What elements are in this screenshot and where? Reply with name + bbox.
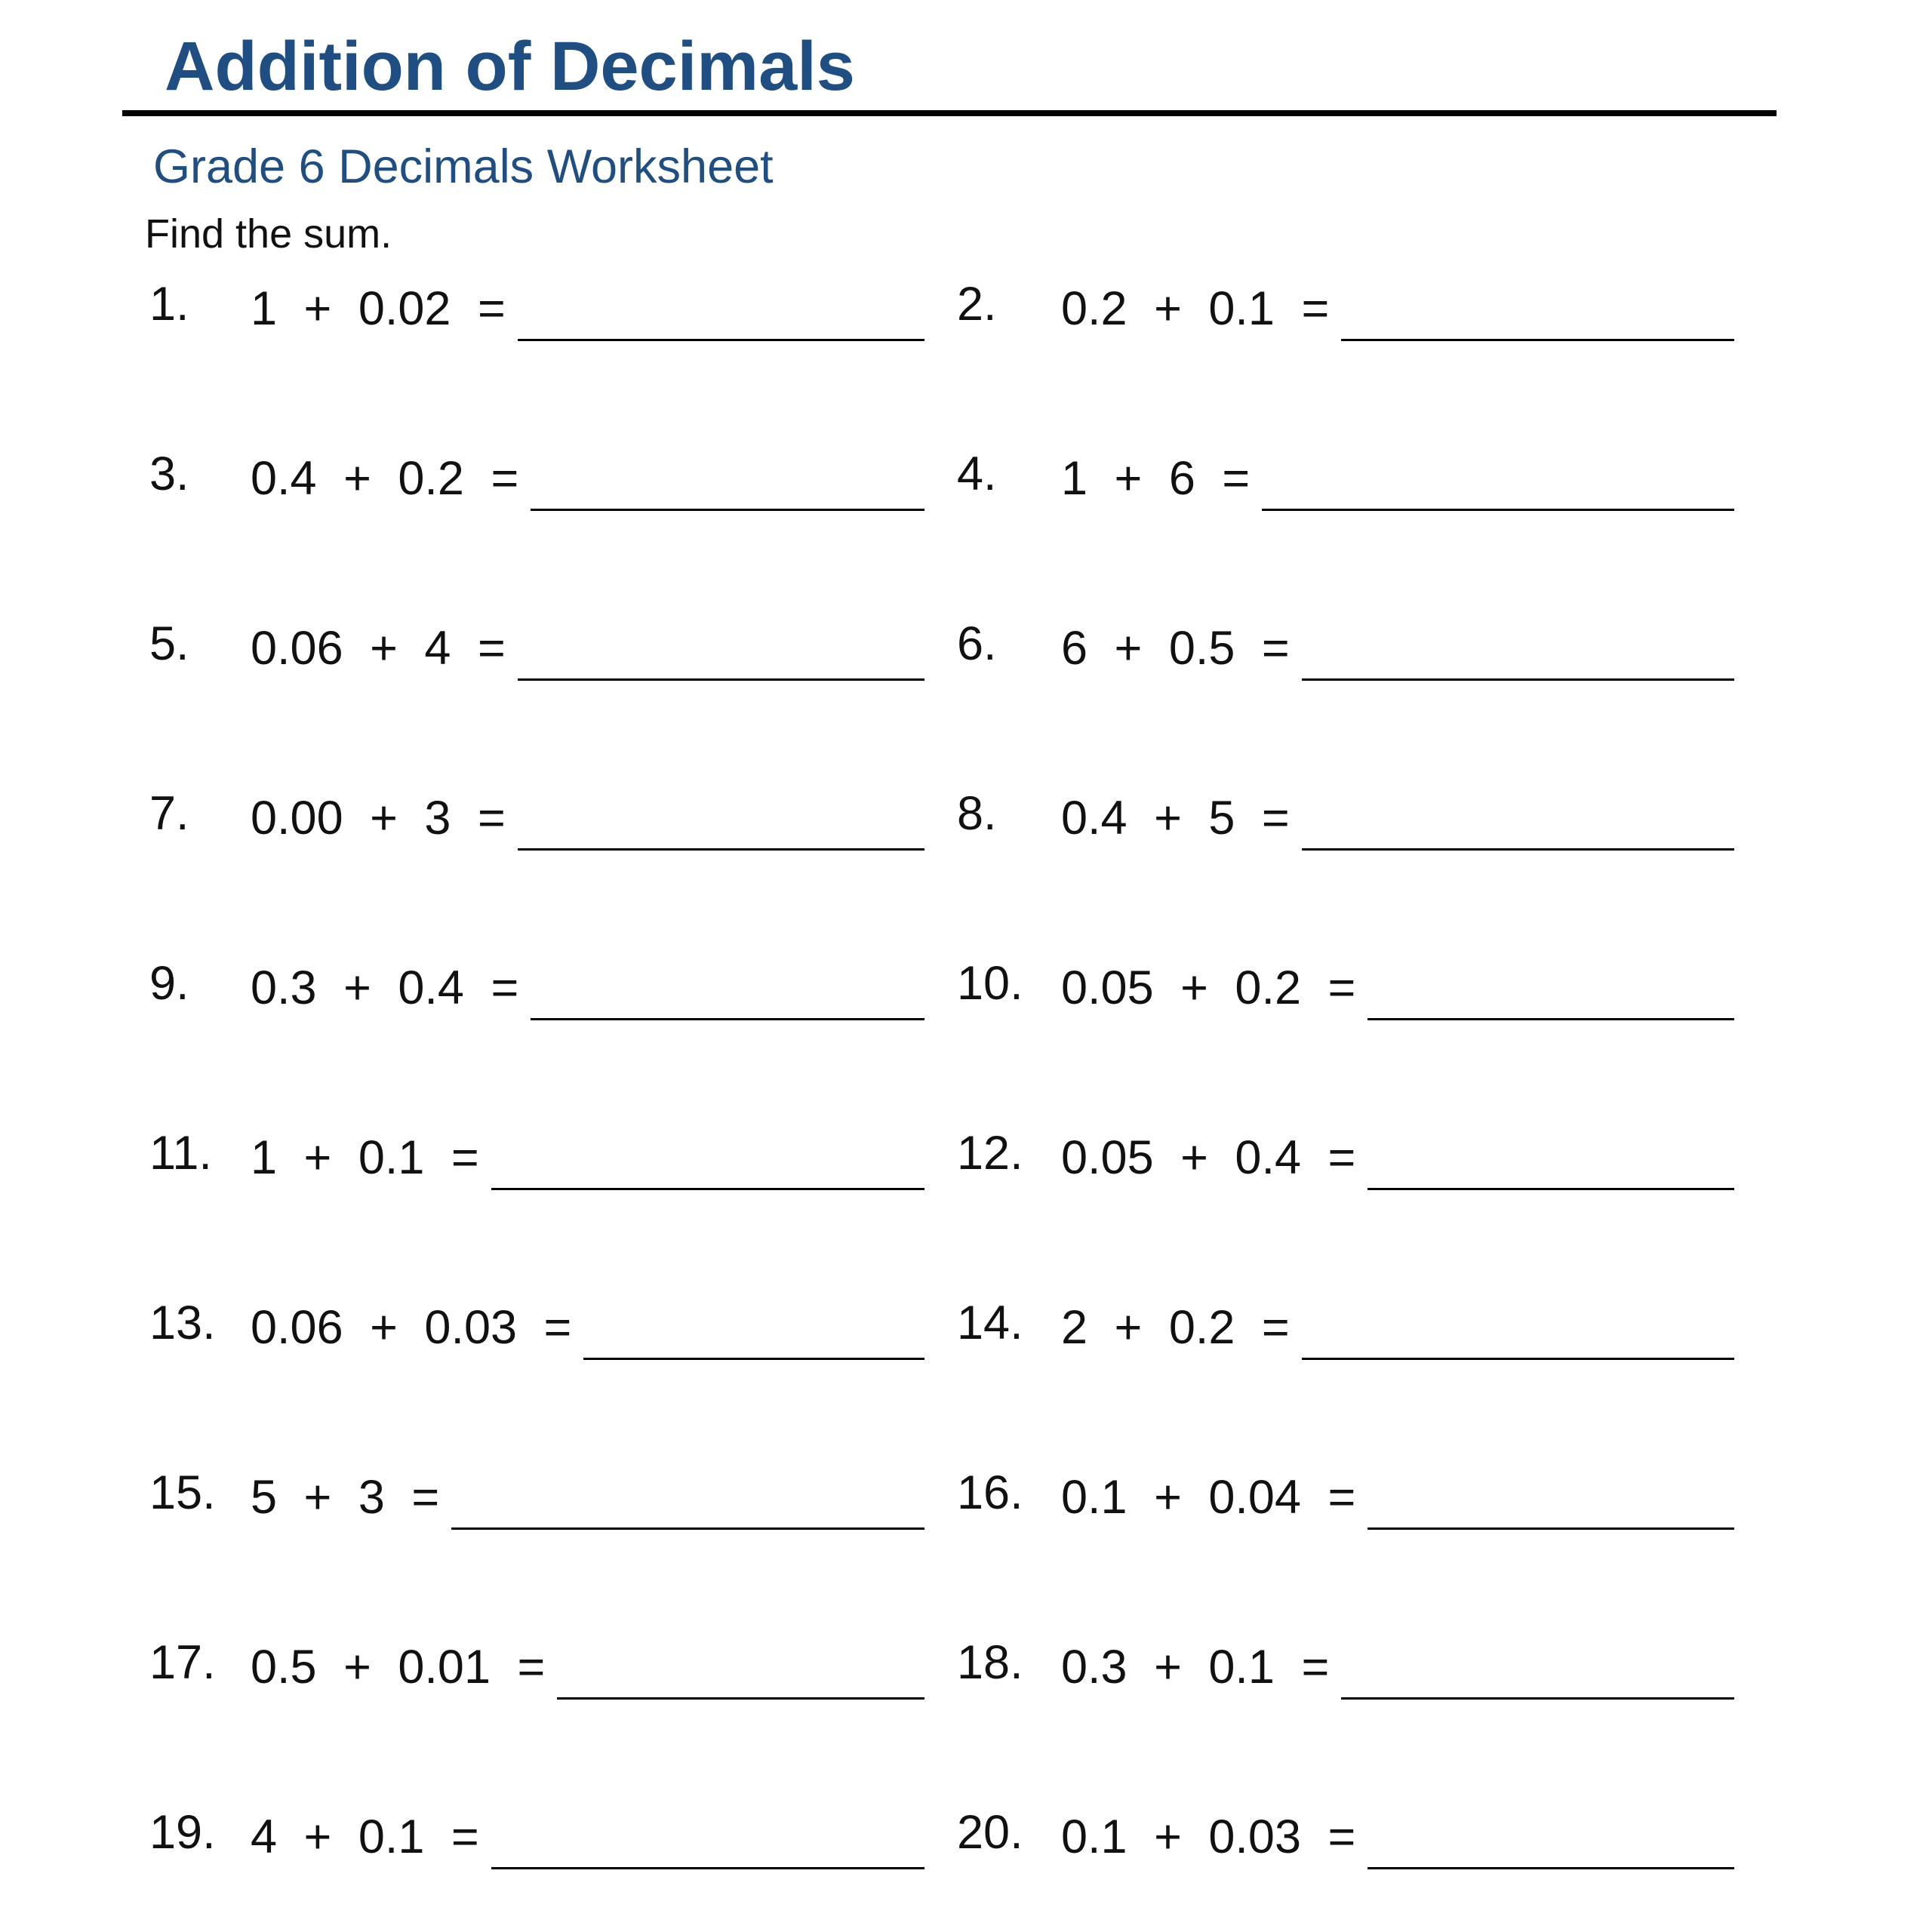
problem-expression: 1 + 0.02 =: [251, 282, 506, 335]
problem-10: [957, 957, 1787, 1020]
problem-expression: 2 + 0.2 =: [1061, 1301, 1290, 1354]
answer-blank[interactable]: [451, 1527, 924, 1530]
problem-16: [957, 1466, 1787, 1530]
problem-expression: 0.1 + 0.04 =: [1061, 1471, 1356, 1524]
problem-expression: 0.1 + 0.03 =: [1061, 1810, 1356, 1863]
answer-blank[interactable]: [518, 848, 924, 851]
problem-number: 3.: [149, 448, 189, 500]
problem-expression: 0.5 + 0.01 =: [251, 1641, 546, 1694]
problem-expression: 0.05 + 0.4 =: [1061, 1131, 1356, 1184]
problem-number: 4.: [957, 448, 997, 500]
problem-number: 2.: [957, 278, 997, 331]
problem-14: [957, 1297, 1787, 1360]
answer-blank[interactable]: [1302, 1358, 1734, 1360]
problem-3: [149, 448, 980, 511]
answer-blank[interactable]: [1341, 339, 1734, 341]
problem-17: [149, 1636, 980, 1700]
problem-9: [149, 957, 980, 1020]
answer-blank[interactable]: [1367, 1867, 1734, 1869]
problem-2: [957, 278, 1787, 341]
problem-number: 1.: [149, 278, 189, 331]
instructions: Find the sum.: [145, 211, 392, 257]
problem-expression: 0.06 + 0.03 =: [251, 1301, 572, 1354]
problem-number: 14.: [957, 1297, 1023, 1349]
problem-expression: 0.05 + 0.2 =: [1061, 961, 1356, 1014]
problem-13: [149, 1297, 980, 1360]
answer-blank[interactable]: [1341, 1697, 1734, 1700]
problem-8: [957, 787, 1787, 851]
answer-blank[interactable]: [491, 1867, 924, 1869]
answer-blank[interactable]: [1262, 509, 1734, 511]
answer-blank[interactable]: [518, 678, 924, 681]
problem-20: [957, 1806, 1787, 1869]
answer-blank[interactable]: [531, 1018, 924, 1020]
answer-blank[interactable]: [531, 509, 924, 511]
problem-18: [957, 1636, 1787, 1700]
problem-number: 6.: [957, 617, 997, 670]
problem-expression: 1 + 6 =: [1061, 452, 1251, 505]
problem-6: [957, 617, 1787, 681]
problem-expression: 0.4 + 0.2 =: [251, 452, 519, 505]
answer-blank[interactable]: [518, 339, 924, 341]
problem-4: [957, 448, 1787, 511]
problem-expression: 4 + 0.1 =: [251, 1810, 479, 1863]
problem-expression: 6 + 0.5 =: [1061, 622, 1290, 675]
problem-expression: 0.4 + 5 =: [1061, 792, 1290, 844]
problem-expression: 0.2 + 0.1 =: [1061, 282, 1330, 335]
problem-number: 7.: [149, 787, 189, 840]
worksheet-subtitle: Grade 6 Decimals Worksheet: [153, 140, 774, 193]
answer-blank[interactable]: [1367, 1527, 1734, 1530]
answer-blank[interactable]: [1302, 678, 1734, 681]
problem-expression: 1 + 0.1 =: [251, 1131, 479, 1184]
problem-number: 17.: [149, 1636, 216, 1689]
problem-number: 20.: [957, 1806, 1023, 1859]
problem-number: 13.: [149, 1297, 216, 1349]
problem-5: [149, 617, 980, 681]
problem-7: [149, 787, 980, 851]
problem-12: [957, 1127, 1787, 1190]
problem-expression: 0.3 + 0.4 =: [251, 961, 519, 1014]
problem-number: 9.: [149, 957, 189, 1010]
answer-blank[interactable]: [1367, 1018, 1734, 1020]
problem-number: 8.: [957, 787, 997, 840]
problem-number: 16.: [957, 1466, 1023, 1519]
problem-11: [149, 1127, 980, 1190]
answer-blank[interactable]: [1367, 1188, 1734, 1190]
answer-blank[interactable]: [1302, 848, 1734, 851]
problem-19: [149, 1806, 980, 1869]
problem-number: 12.: [957, 1127, 1023, 1180]
problem-expression: 0.3 + 0.1 =: [1061, 1641, 1330, 1694]
problem-number: 11.: [149, 1127, 212, 1180]
problem-expression: 5 + 3 =: [251, 1471, 440, 1524]
problem-expression: 0.00 + 3 =: [251, 792, 506, 844]
answer-blank[interactable]: [491, 1188, 924, 1190]
problem-number: 10.: [957, 957, 1023, 1010]
problem-number: 19.: [149, 1806, 216, 1859]
answer-blank[interactable]: [557, 1697, 924, 1700]
problem-1: [149, 278, 980, 341]
title-divider: [122, 110, 1777, 116]
problem-number: 15.: [149, 1466, 216, 1519]
answer-blank[interactable]: [583, 1358, 924, 1360]
problem-expression: 0.06 + 4 =: [251, 622, 506, 675]
problem-number: 18.: [957, 1636, 1023, 1689]
problem-15: [149, 1466, 980, 1530]
worksheet-title: Addition of Decimals: [165, 28, 855, 105]
problem-number: 5.: [149, 617, 189, 670]
